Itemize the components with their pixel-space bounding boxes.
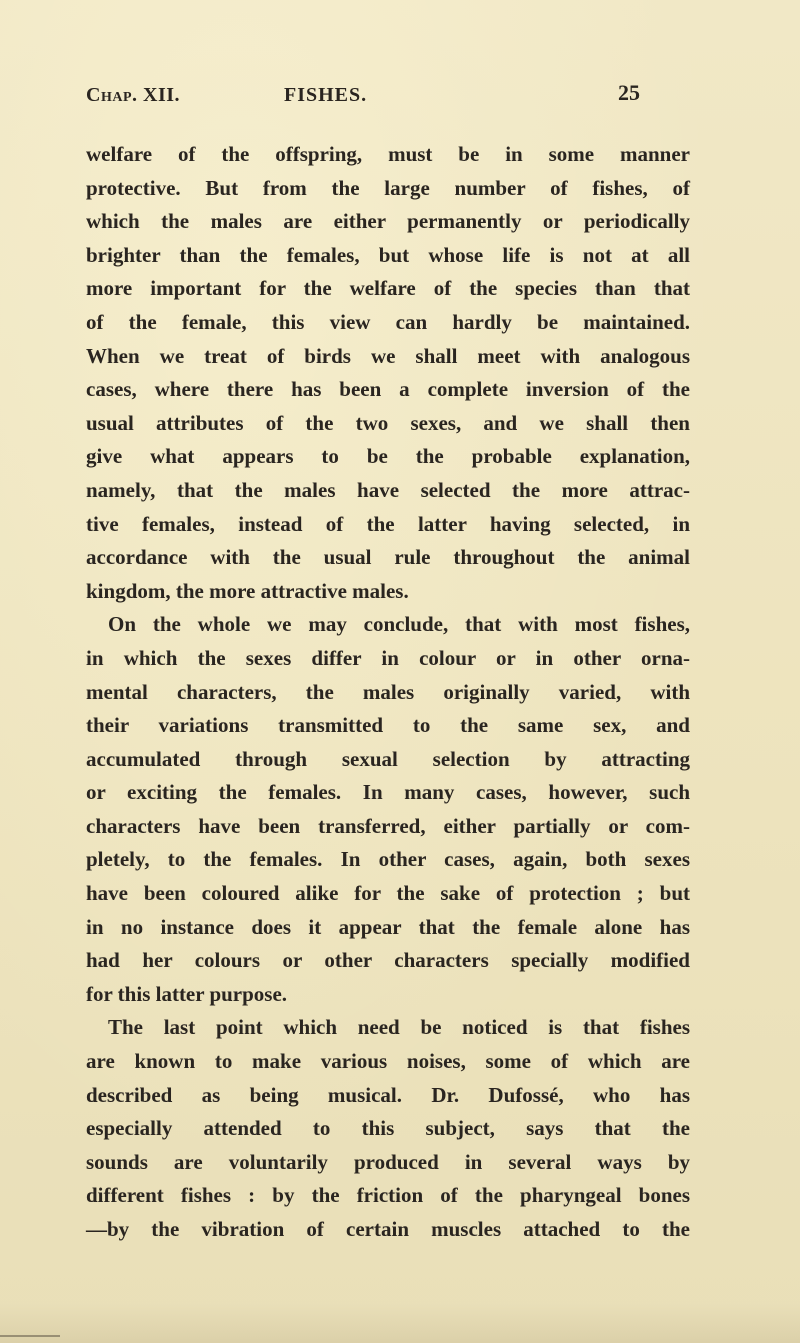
text-line: their variations transmitted to the same sex, and	[86, 713, 690, 738]
text-line: usual attributes of the two sexes, and we shall then	[86, 410, 690, 435]
body-text	[86, 138, 690, 1247]
text-line: welfare of the offspring, must be in some manner	[86, 142, 690, 166]
text-line: especially attended to this subject, says that the	[86, 1116, 690, 1141]
text-line: are known to make various noises, some of which are	[86, 1049, 690, 1074]
text-line: for this latter purpose.	[86, 981, 288, 1006]
text-line: pletely, to the females. In other cases, again, both sexes	[86, 847, 690, 872]
text-line: or exciting the females. In many cases, however, such	[86, 780, 690, 805]
running-header	[86, 80, 686, 118]
text-line: characters have been transferred, either partially or com-	[86, 813, 690, 838]
text-line: namely, that the males have selected the more attrac-	[86, 477, 690, 502]
text-line: had her colours or other characters specially modified	[86, 948, 690, 973]
text-line: kingdom, the more attractive males.	[86, 578, 409, 603]
text-line: brighter than the females, but whose life is not at all	[86, 242, 690, 267]
text-line: different fishes : by the friction of the pharyngeal bones	[86, 1183, 690, 1208]
running-title: FISHES.	[284, 84, 368, 106]
text-line: mental characters, the males originally varied, with	[86, 679, 690, 704]
text-line: accordance with the usual rule throughout the animal	[86, 545, 690, 570]
text-line: —by the vibration of certain muscles attached to the	[86, 1217, 690, 1241]
text-line: have been coloured alike for the sake of protection ; but	[86, 881, 690, 906]
page-number: 25	[618, 80, 640, 105]
page-edge-shadow	[0, 1303, 800, 1343]
text-line: cases, where there has been a complete inversion of the	[86, 377, 690, 402]
text-line: give what appears to be the probable explanation,	[86, 444, 690, 469]
text-line: in which the sexes differ in colour or in other orna-	[86, 645, 690, 670]
text-line: which the males are either permanently or periodically	[86, 209, 690, 234]
text-line: in no instance does it appear that the female alone has	[86, 914, 690, 939]
text-line: The last point which need be noticed is that fishes	[108, 1015, 690, 1040]
text-line: sounds are voluntarily produced in several ways by	[86, 1149, 690, 1174]
text-line: tive females, instead of the latter having selected, in	[86, 511, 690, 536]
text-line: protective. But from the large number of fishes, of	[86, 175, 690, 200]
chapter-label: Chap. XII.	[86, 84, 181, 106]
text-line: When we treat of birds we shall meet with analogous	[86, 343, 690, 368]
text-line: described as being musical. Dr. Dufossé, who has	[86, 1082, 690, 1107]
text-line: accumulated through sexual selection by attracting	[86, 746, 690, 771]
text-line: of the female, this view can hardly be maintained.	[86, 309, 690, 334]
text-line: On the whole we may conclude, that with most fishes,	[108, 612, 690, 637]
bottom-edge-rule	[0, 1335, 60, 1337]
text-line: more important for the welfare of the species than that	[86, 276, 690, 301]
